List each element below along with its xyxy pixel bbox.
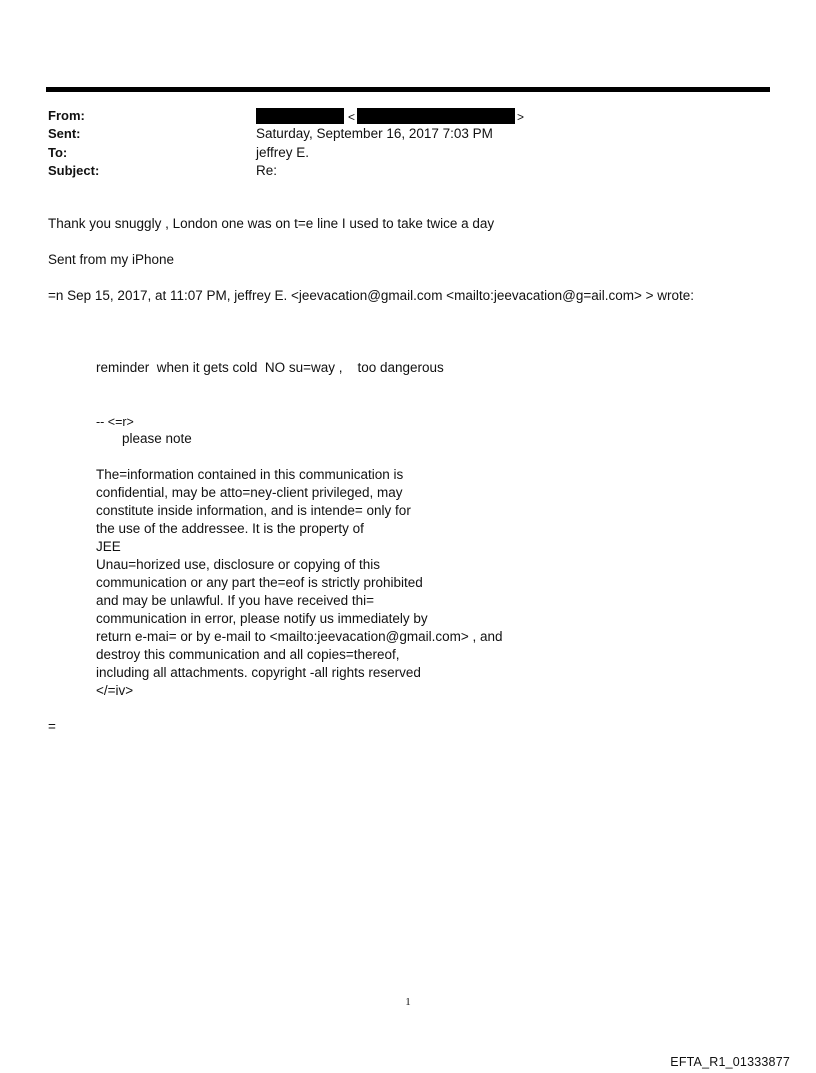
subject-value: Re: (256, 163, 278, 178)
disclaimer-line: The=information contained in this communication is (96, 467, 404, 482)
disclaimer-line: Unau=horized use, disclosure or copying of this (96, 557, 381, 572)
from-label: From: (48, 108, 85, 123)
disclaimer-line: the use of the addressee. It is the property of (96, 521, 364, 536)
from-close-bracket: > (517, 110, 525, 124)
redacted-sender-email (357, 108, 515, 124)
disclaimer-line: communication in error, please notify us immediately by (96, 611, 428, 626)
subject-label: Subject: (48, 163, 100, 178)
sent-from-signature: Sent from my iPhone (48, 252, 175, 267)
disclaimer-line: including all attachments. copyright -all rights reserved (96, 665, 421, 680)
to-label: To: (48, 145, 68, 160)
page-number: 1 (405, 996, 411, 1008)
disclaimer-line: confidential, may be atto=ney-client privileged, may (96, 485, 403, 500)
sent-label: Sent: (48, 126, 81, 141)
to-value: jeffrey E. (256, 145, 310, 160)
disclaimer-line: communication or any part the=eof is strictly prohibited (96, 575, 423, 590)
please-note: please note (122, 431, 192, 446)
disclaimer-line: </=iv> (96, 683, 134, 698)
disclaimer-line: return e-mai= or by e-mail to <mailto:jeevacation@gmail.com> , and (96, 629, 503, 644)
disclaimer-line: destroy this communication and all copies=thereof, (96, 647, 400, 662)
disclaimer-line: JEE (96, 539, 121, 554)
trailing-equals: = (48, 719, 56, 734)
redacted-sender-name (256, 108, 344, 124)
bates-number: EFTA_R1_01333877 (670, 1055, 790, 1069)
quoted-reminder: reminder when it gets cold NO su=way , too dangerous (96, 360, 444, 375)
disclaimer-line: constitute inside information, and is intende= only for (96, 503, 411, 518)
from-open-bracket: < (348, 110, 356, 124)
signature-marker: -- <=r> (96, 415, 134, 429)
header-rule (46, 87, 770, 92)
sent-value: Saturday, September 16, 2017 7:03 PM (256, 126, 493, 141)
disclaimer-line: and may be unlawful. If you have received thi= (96, 593, 375, 608)
message-line: Thank you snuggly , London one was on t=e line I used to take twice a day (48, 216, 495, 231)
quote-intro: =n Sep 15, 2017, at 11:07 PM, jeffrey E. <jeevacation@gmail.com <mailto:jeevacation@g=ail.com> > wrote: (48, 288, 695, 303)
